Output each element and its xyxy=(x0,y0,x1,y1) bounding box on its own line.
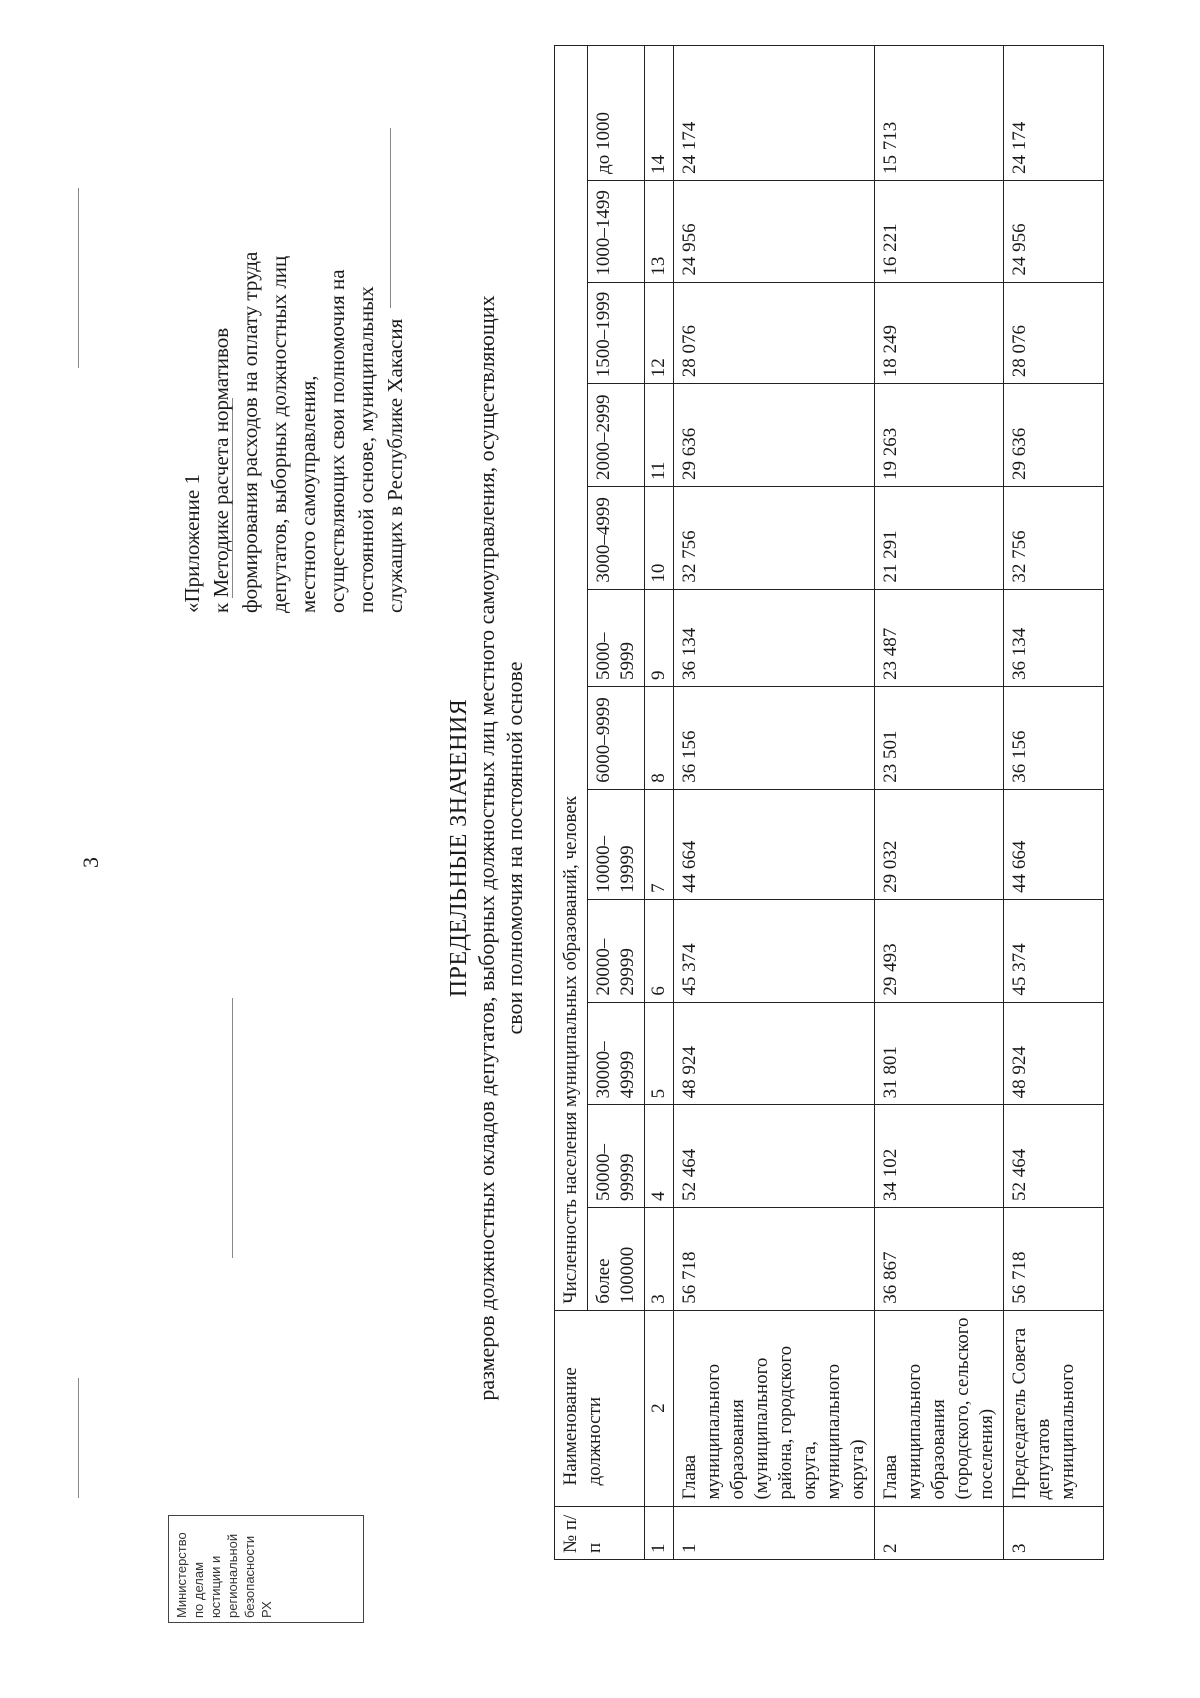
scan-line xyxy=(78,188,79,368)
appendix-line: постоянной основе, муниципальных xyxy=(354,286,378,613)
column-number: 4 xyxy=(645,1105,674,1208)
salary-cell: 23 487 xyxy=(875,589,1004,686)
column-number: 10 xyxy=(645,486,674,589)
column-number: 5 xyxy=(645,1002,674,1105)
range-cell: 5000–5999 xyxy=(588,589,645,686)
column-number: 7 xyxy=(645,789,674,899)
appendix-line: осуществляющих свои полномочия на xyxy=(325,269,349,613)
range-cell: 1500–1999 xyxy=(588,282,645,384)
column-number: 11 xyxy=(645,384,674,487)
salary-cell: 32 756 xyxy=(1004,486,1104,589)
salary-cell: 21 291 xyxy=(875,486,1004,589)
range-cell: 20000–29999 xyxy=(588,899,645,1002)
appendix-line: «Приложение 1 xyxy=(180,474,204,613)
appendix-line: служащих в Республике Хакасия xyxy=(383,318,407,613)
range-cell: более 100000 xyxy=(588,1208,645,1311)
salary-cell: 56 718 xyxy=(1004,1208,1104,1311)
header-num: № п/п xyxy=(555,1506,645,1559)
salary-limits-table xyxy=(554,45,1104,1560)
appendix-line: формирования расходов на оплату труда xyxy=(238,251,262,613)
column-number: 9 xyxy=(645,589,674,686)
range-cell: 30000–49999 xyxy=(588,1002,645,1105)
column-number: 13 xyxy=(645,180,674,282)
salary-cell: 48 924 xyxy=(1004,1002,1104,1105)
row-position-name: Глава муниципального образования (городского, сельского поселения) xyxy=(875,1310,1004,1506)
salary-cell: 29 636 xyxy=(674,384,875,487)
range-cell: 50000–99999 xyxy=(588,1105,645,1208)
appendix-heading xyxy=(178,13,410,613)
salary-cell: 44 664 xyxy=(1004,789,1104,899)
salary-cell: 24 174 xyxy=(1004,46,1104,181)
title-subtitle: размеров должностных окладов депутатов, выборных должностных лиц местного самоуправления, осуществляющих xyxy=(474,295,499,1401)
scan-line xyxy=(232,998,233,1258)
scan-line xyxy=(78,1378,79,1498)
salary-cell: 29 032 xyxy=(875,789,1004,899)
salary-cell: 52 464 xyxy=(674,1105,875,1208)
salary-cell: 36 867 xyxy=(875,1208,1004,1311)
range-cell: 1000–1499 xyxy=(588,180,645,282)
column-number-row xyxy=(645,46,674,1560)
appendix-line: к Методике расчета нормативов xyxy=(209,327,233,613)
salary-cell: 24 956 xyxy=(1004,180,1104,282)
salary-cell: 28 076 xyxy=(1004,282,1104,384)
salary-cell: 34 102 xyxy=(875,1105,1004,1208)
appendix-line: депутатов, выборных должностных лиц xyxy=(267,255,291,613)
salary-cell: 18 249 xyxy=(875,282,1004,384)
salary-cell: 56 718 xyxy=(674,1208,875,1311)
row-position-name: Председатель Совета депутатов муниципального xyxy=(1004,1310,1104,1506)
salary-cell: 28 076 xyxy=(674,282,875,384)
salary-cell: 29 493 xyxy=(875,899,1004,1002)
header-population: Численность населения муниципальных образований, человек xyxy=(555,46,588,1311)
title-subtitle-cont: свои полномочия на постоянной основе xyxy=(502,661,527,1035)
range-cell: 10000–19999 xyxy=(588,789,645,899)
salary-cell: 52 464 xyxy=(1004,1105,1104,1208)
salary-cell: 36 134 xyxy=(1004,589,1104,686)
salary-cell: 23 501 xyxy=(875,687,1004,790)
title-main: ПРЕДЕЛЬНЫЕ ЗНАЧЕНИЯ xyxy=(446,698,472,998)
column-number: 3 xyxy=(645,1208,674,1311)
table-row xyxy=(674,46,875,1560)
salary-cell: 24 956 xyxy=(674,180,875,282)
row-num: 2 xyxy=(875,1506,1004,1559)
salary-cell: 45 374 xyxy=(1004,899,1104,1002)
range-cell: до 1000 xyxy=(588,46,645,181)
salary-cell: 15 713 xyxy=(875,46,1004,181)
row-num: 3 xyxy=(1004,1506,1104,1559)
column-number: 1 xyxy=(645,1506,674,1559)
header-position: Наименование должности xyxy=(555,1310,645,1506)
page-number: 3 xyxy=(78,857,103,868)
document-title xyxy=(445,148,529,1548)
salary-cell: 36 156 xyxy=(674,687,875,790)
salary-cell: 24 174 xyxy=(674,46,875,181)
column-number: 14 xyxy=(645,46,674,181)
salary-cell: 36 134 xyxy=(674,589,875,686)
row-position-name: Глава муниципального образования (муниципального района, городского округа, муниципального округа) xyxy=(674,1310,875,1506)
range-cell: 6000–9999 xyxy=(588,687,645,790)
table-row xyxy=(1004,46,1104,1560)
ministry-stamp: Министерство по делам юстиции и региональной безопасности РХ xyxy=(168,1515,364,1623)
range-cell: 2000–2999 xyxy=(588,384,645,487)
salary-cell: 32 756 xyxy=(674,486,875,589)
header-row xyxy=(555,46,588,1560)
column-number: 8 xyxy=(645,687,674,790)
range-cell: 3000–4999 xyxy=(588,486,645,589)
column-number: 12 xyxy=(645,282,674,384)
column-number: 6 xyxy=(645,899,674,1002)
column-number: 2 xyxy=(645,1310,674,1506)
row-num: 1 xyxy=(674,1506,875,1559)
salary-cell: 48 924 xyxy=(674,1002,875,1105)
salary-cell: 36 156 xyxy=(1004,687,1104,790)
appendix-line: местного самоуправления, xyxy=(296,375,320,613)
salary-cell: 44 664 xyxy=(674,789,875,899)
salary-cell: 16 221 xyxy=(875,180,1004,282)
salary-cell: 19 263 xyxy=(875,384,1004,487)
salary-cell: 31 801 xyxy=(875,1002,1004,1105)
salary-cell: 45 374 xyxy=(674,899,875,1002)
salary-cell: 29 636 xyxy=(1004,384,1104,487)
table-row xyxy=(875,46,1004,1560)
